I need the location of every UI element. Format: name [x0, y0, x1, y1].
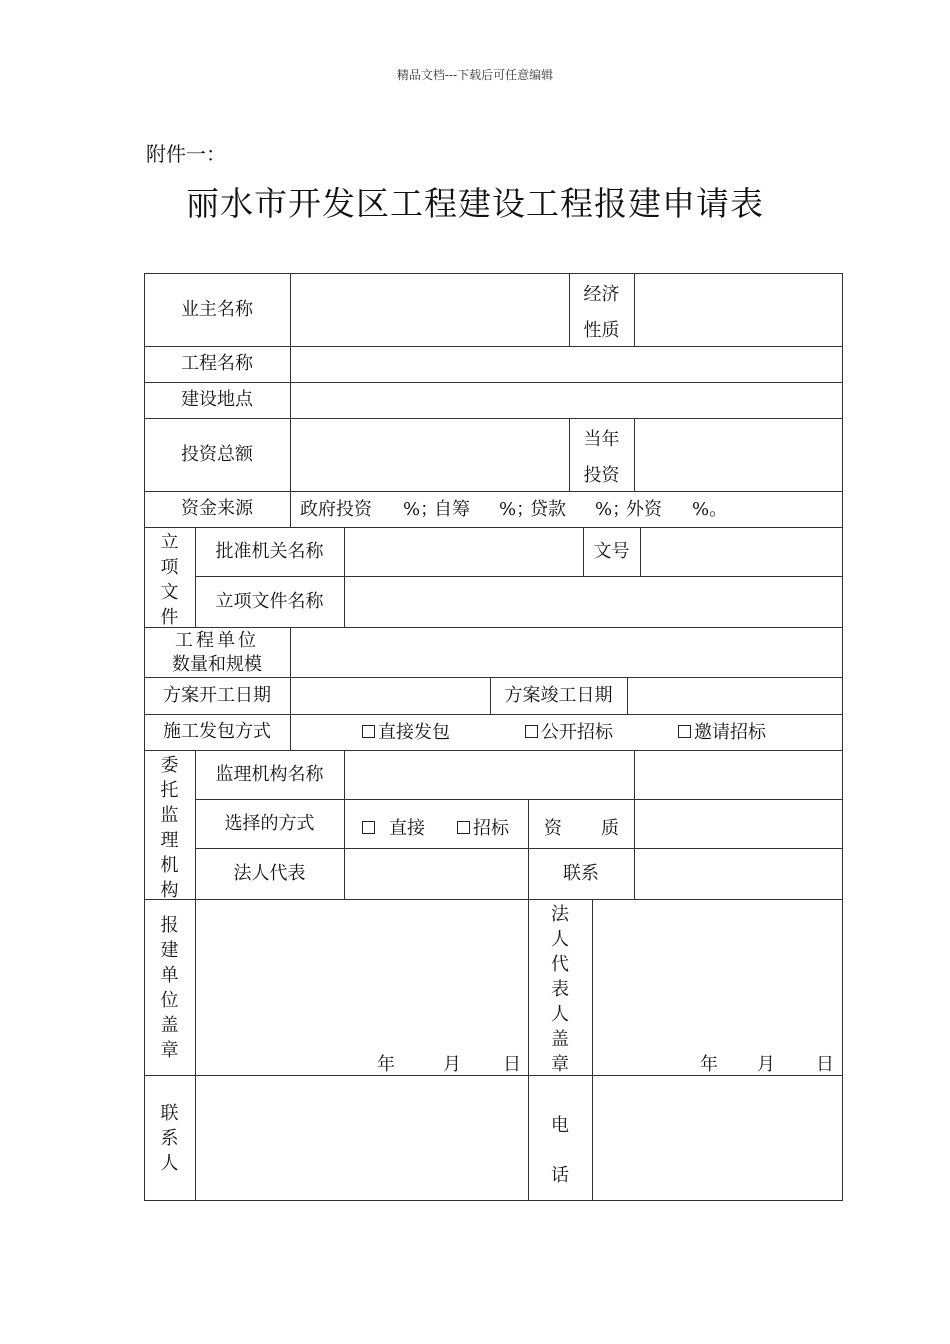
- applicant-seal-month: 月: [443, 1054, 461, 1075]
- phone-label: [528, 1101, 592, 1201]
- supervision-char: 理: [160, 830, 179, 851]
- legal-representative-field[interactable]: [345, 849, 527, 898]
- seal-char: 章: [551, 1054, 569, 1075]
- supervision-extra-field[interactable]: [635, 751, 841, 798]
- contract-option-public[interactable]: [525, 718, 613, 744]
- economic-nature-line: 经济: [583, 284, 620, 305]
- checkbox-icon: [362, 725, 375, 738]
- approval-char: 件: [160, 607, 179, 628]
- seal-char: 法: [551, 904, 569, 925]
- approval-char: 立: [160, 532, 179, 553]
- supervision-char: 机: [160, 855, 179, 876]
- economic-nature-field[interactable]: [635, 274, 841, 345]
- planned-completion-label: 方案竣工日期: [504, 684, 613, 706]
- legal-seal-month: 月: [757, 1054, 775, 1075]
- legal-seal-area[interactable]: [593, 900, 841, 1050]
- contact-field[interactable]: [635, 849, 841, 898]
- project-units-field[interactable]: [291, 628, 841, 676]
- seal-char: 位: [160, 990, 179, 1011]
- seal-char: 报: [160, 915, 179, 936]
- page-title: 丽水市开发区工程建设工程报建申请表: [186, 184, 764, 223]
- legal-representative-label: 法人代表: [233, 862, 306, 884]
- approval-authority-field[interactable]: [345, 528, 582, 575]
- supervision-name-field[interactable]: [345, 751, 633, 798]
- planned-start-field[interactable]: [291, 678, 489, 713]
- current-year-investment-field[interactable]: [635, 419, 841, 490]
- project-units-line: 工程单位: [175, 630, 259, 651]
- seal-char: 代: [551, 954, 569, 975]
- document-number-label: 文号: [593, 540, 630, 562]
- seal-char: 盖: [551, 1029, 569, 1050]
- seal-char: 盖: [160, 1015, 179, 1036]
- contract-option-invited[interactable]: [678, 718, 766, 744]
- approval-char: 项: [160, 557, 179, 578]
- fund-source-label: 资金来源: [181, 498, 253, 520]
- phone-field[interactable]: [593, 1076, 841, 1199]
- percent-suffix: %。: [692, 499, 728, 520]
- supervision-char: 托: [160, 780, 179, 801]
- contact-label: 联系: [563, 862, 599, 884]
- phone-char: 电: [551, 1115, 569, 1136]
- self-raised-label: 自筹: [434, 499, 470, 520]
- economic-nature-line: 性质: [583, 320, 620, 341]
- selection-option-tender[interactable]: [457, 814, 509, 840]
- contract-option-direct[interactable]: [362, 718, 450, 744]
- project-name-label: 工程名称: [181, 353, 253, 375]
- total-investment-field[interactable]: [291, 419, 568, 490]
- planned-completion-field[interactable]: [628, 678, 841, 713]
- qualification-field[interactable]: [635, 800, 841, 847]
- qualification-label-part: 资: [544, 818, 562, 839]
- construction-site-field[interactable]: [291, 383, 841, 417]
- applicant-seal-area[interactable]: [196, 900, 527, 1050]
- document-number-field[interactable]: [641, 528, 841, 575]
- contact-char: 人: [160, 1153, 179, 1174]
- seal-char: 人: [551, 929, 569, 950]
- seal-char: 建: [160, 940, 179, 961]
- applicant-seal-label: [144, 913, 195, 1063]
- project-units-label: [144, 629, 290, 677]
- legal-seal-year: 年: [700, 1054, 718, 1075]
- contracting-method-label: 施工发包方式: [163, 721, 271, 743]
- option-label: 邀请招标: [694, 722, 766, 743]
- qualification-label-part: 质: [601, 818, 619, 839]
- header-note: 精品文档---下载后可任意编辑: [396, 68, 554, 82]
- planned-start-label: 方案开工日期: [163, 684, 271, 706]
- percent-suffix: %；: [403, 499, 439, 520]
- foreign-investment-label: 外资: [626, 499, 662, 520]
- checkbox-icon: [678, 725, 691, 738]
- seal-char: 章: [160, 1040, 179, 1061]
- selection-option-direct[interactable]: [362, 814, 425, 840]
- legal-seal-label: [528, 902, 592, 1077]
- approval-doc-name-label: 立项文件名称: [215, 590, 324, 612]
- option-label: 直接: [389, 818, 425, 839]
- seal-char: 单: [160, 965, 179, 986]
- option-label: 直接发包: [378, 722, 450, 743]
- economic-nature-label: [569, 277, 634, 349]
- project-units-line: 数量和规模: [172, 654, 262, 675]
- total-investment-label: 投资总额: [181, 443, 253, 465]
- current-year-line: 当年: [583, 429, 620, 450]
- contact-person-label: [144, 1101, 195, 1176]
- project-name-field[interactable]: [291, 347, 841, 381]
- approval-authority-label: 批准机关名称: [215, 540, 324, 562]
- supervision-char: 监: [160, 805, 179, 826]
- current-year-line: 投资: [583, 465, 620, 486]
- government-investment-label: 政府投资: [300, 499, 372, 520]
- checkbox-icon: [362, 821, 375, 834]
- selection-method-label: 选择的方式: [224, 812, 315, 834]
- supervision-name-label: 监理机构名称: [215, 763, 324, 785]
- owner-name-label: 业主名称: [181, 298, 253, 320]
- application-form-table: [144, 273, 843, 1201]
- contact-person-field[interactable]: [196, 1076, 527, 1199]
- seal-char: 表: [551, 979, 569, 1000]
- owner-name-field[interactable]: [291, 274, 568, 345]
- current-year-investment-label: [569, 422, 634, 494]
- contact-char: 联: [160, 1103, 179, 1124]
- percent-suffix: %；: [499, 499, 535, 520]
- attachment-label: 附件一：: [146, 142, 226, 166]
- checkbox-icon: [525, 725, 538, 738]
- approval-char: 文: [160, 582, 179, 603]
- option-label: 招标: [473, 818, 509, 839]
- legal-seal-day: 日: [816, 1054, 834, 1075]
- supervision-group-label: [144, 753, 195, 903]
- seal-char: 人: [551, 1004, 569, 1025]
- checkbox-icon: [457, 821, 470, 834]
- supervision-char: 委: [160, 755, 179, 776]
- option-label: 公开招标: [541, 722, 613, 743]
- loan-label: 贷款: [530, 499, 566, 520]
- supervision-char: 构: [160, 880, 179, 901]
- approval-docs-group-label: [144, 530, 195, 630]
- phone-char: 话: [551, 1165, 569, 1186]
- percent-suffix: %；: [595, 499, 631, 520]
- applicant-seal-year: 年: [377, 1054, 395, 1075]
- construction-site-label: 建设地点: [181, 389, 253, 411]
- contact-char: 系: [160, 1128, 179, 1149]
- applicant-seal-day: 日: [503, 1054, 521, 1075]
- approval-doc-name-field[interactable]: [345, 577, 841, 626]
